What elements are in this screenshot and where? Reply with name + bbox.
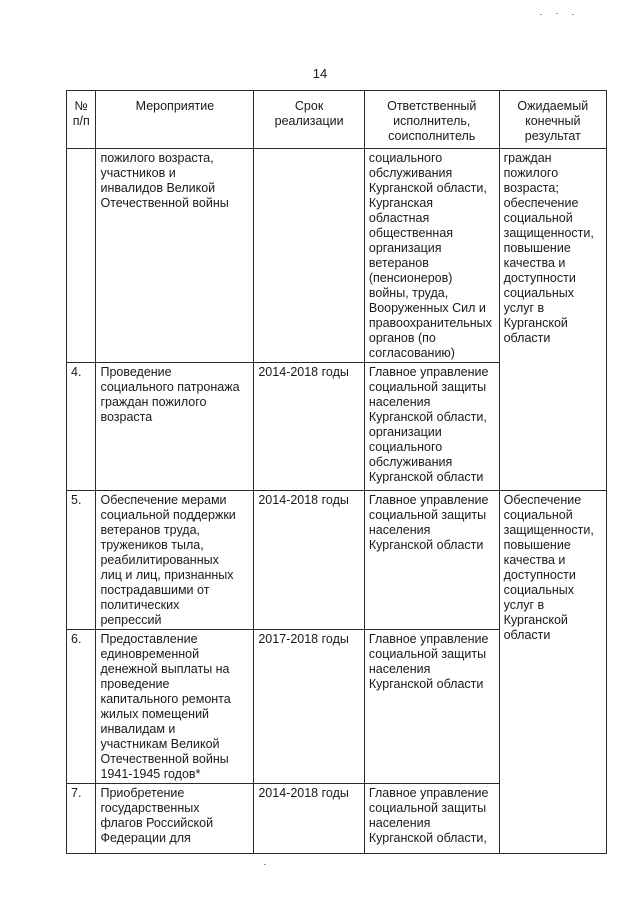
row-term: 2014-2018 годы [254, 491, 365, 630]
row-responsible: социального обслуживания Курганской области, Курганская областная общественная организация ветеранов (пенсионеров) войны, труда, Вооруженных Сил и правоохранительных органов (по согласованию) [364, 149, 499, 363]
row-num [67, 149, 96, 363]
row-responsible: Главное управление социальной защиты населения Курганской области, [364, 784, 499, 854]
row-num: 4. [67, 363, 96, 491]
table-header-row [67, 91, 607, 149]
row-result: граждан пожилого возраста; обеспечение социальной защищенности, повышение качества и доступности социальных услуг в Курганской области [499, 149, 606, 491]
row-term: 2014-2018 годы [254, 363, 365, 491]
row-term: 2014-2018 годы [254, 784, 365, 854]
row-event: Приобретение государственных флагов Российской Федерации для [96, 784, 254, 854]
row-event: Проведение социального патронажа граждан пожилого возраста [96, 363, 254, 491]
header-event: Мероприятие [96, 91, 254, 149]
header-result: Ожидаемый конечный результат [499, 91, 606, 149]
row-result: Обеспечение социальной защищенности, повышение качества и доступности социальных услуг в Курганской области [499, 491, 606, 854]
row-event: Предоставление единовременной денежной выплаты на проведение капитального ремонта жилых помещений инвалидам и участникам Великой Отечественной войны 1941-1945 годов* [96, 630, 254, 784]
row-num: 6. [67, 630, 96, 784]
scan-speck [264, 864, 266, 865]
table-row [67, 491, 607, 630]
scan-speck [540, 14, 542, 15]
header-term: Срок реализации [254, 91, 365, 149]
page-number: 14 [312, 66, 328, 81]
row-term: 2017-2018 годы [254, 630, 365, 784]
row-event: пожилого возраста, участников и инвалидов Великой Отечественной войны [96, 149, 254, 363]
scan-speck [572, 14, 574, 15]
header-num: № п/п [67, 91, 96, 149]
row-num: 5. [67, 491, 96, 630]
table-row [67, 149, 607, 363]
measures-table [66, 90, 607, 854]
scan-speck [556, 13, 558, 14]
row-num: 7. [67, 784, 96, 854]
row-event: Обеспечение мерами социальной поддержки ветеранов труда, тружеников тыла, реабилитированных лиц и лиц, признанных пострадавшими от политических репрессий [96, 491, 254, 630]
row-term [254, 149, 365, 363]
header-responsible: Ответственный исполнитель, соисполнитель [364, 91, 499, 149]
row-responsible: Главное управление социальной защиты населения Курганской области [364, 491, 499, 630]
row-responsible: Главное управление социальной защиты населения Курганской области, организации социального обслуживания Курганской области [364, 363, 499, 491]
row-responsible: Главное управление социальной защиты населения Курганской области [364, 630, 499, 784]
